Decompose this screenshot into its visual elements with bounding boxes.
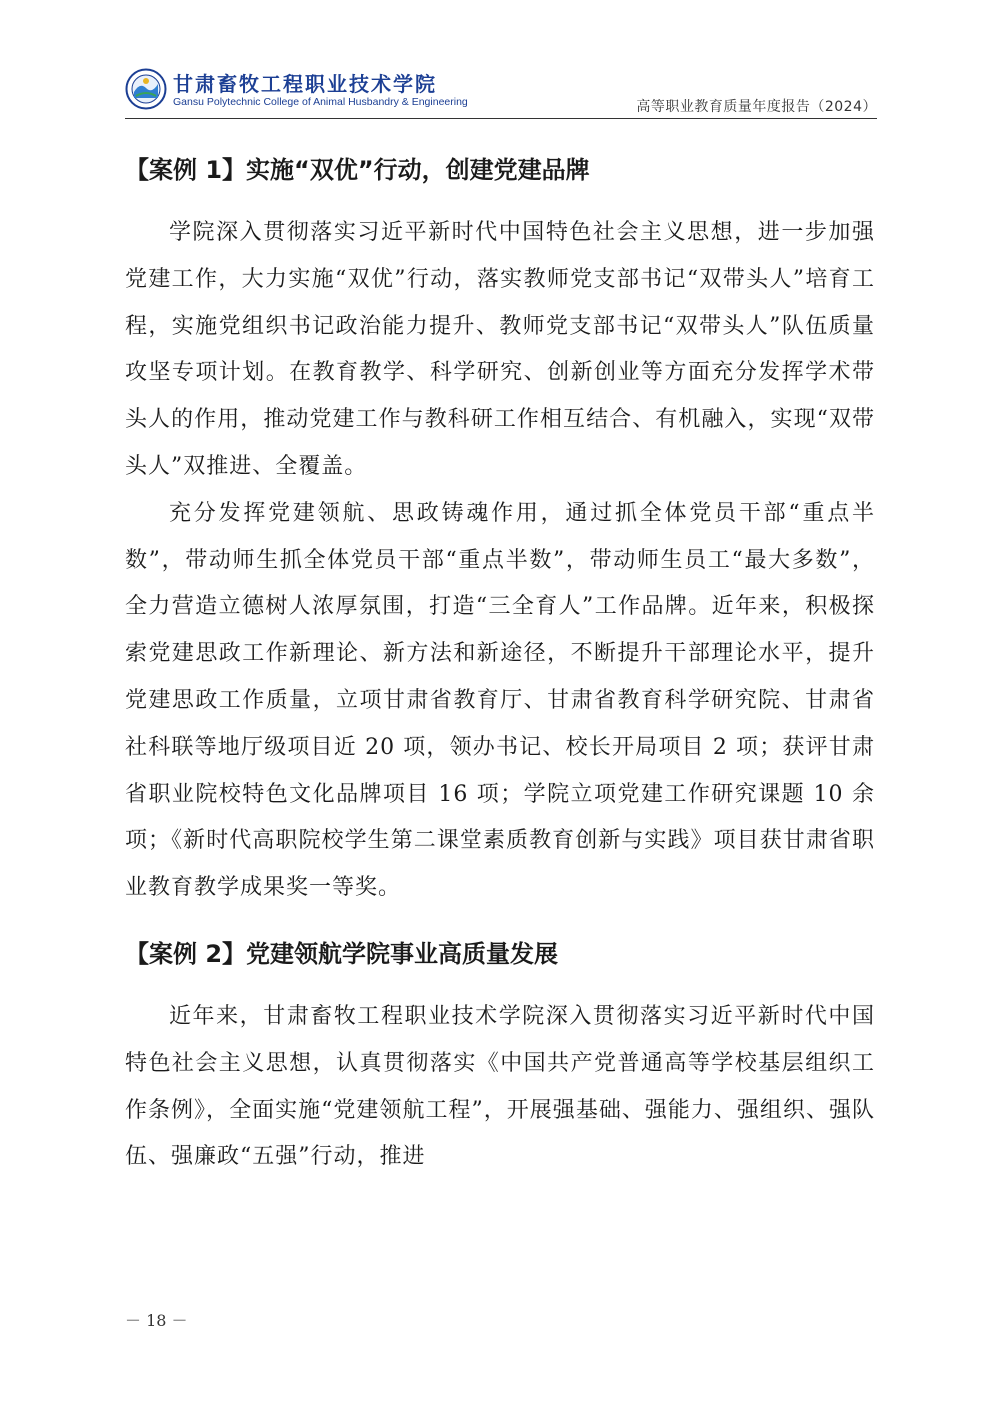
case-1-title: 【案例 1】实施“双优”行动，创建党建品牌 [125, 156, 590, 184]
college-emblem-icon [125, 68, 167, 110]
header-divider [125, 118, 877, 119]
case-2-title: 【案例 2】党建领航学院事业高质量发展 [125, 939, 559, 968]
college-name-en: Gansu Polytechnic College of Animal Husbandry & Engineering [173, 96, 468, 108]
college-name-cn: 甘肃畜牧工程职业技术学院 [173, 72, 437, 96]
report-title: 高等职业教育质量年度报告（2024） [636, 99, 877, 115]
page-body [125, 150, 875, 1181]
case-1-paragraph-2: 充分发挥党建领航、思政铸魂作用，通过抓全体党员干部“重点半数”，带动师生抓全体党员干部“重点半数”，带动师生员工“最大多数”，全力营造立德树人浓厚氛围，打造“三全育人”工作品牌。近年来，积极探索党建思政工作新理论、新方法和新途径，不断提升干部理论水平，提升党建思政工作质量，立项甘肃省教育厅、甘肃省教育科学研究院、甘肃省社科联等地厅级项目近 20 项，领办书记、校长开局项目 2 项；获评甘肃省职业院校特色文化品牌项目 16 项；学院立项党建工作研究课题 10 余项；《新时代高职院校学生第二课堂素质教育创新与实践》项目获甘肃省职业教育教学成果奖一等奖。 [125, 500, 875, 901]
page-number: － 18 － [125, 1311, 188, 1330]
page-header [125, 60, 877, 120]
case-2-paragraph-1: 近年来，甘肃畜牧工程职业技术学院深入贯彻落实习近平新时代中国特色社会主义思想，认真贯彻落实《中国共产党普通高等学校基层组织工作条例》，全面实施“党建领航工程”，开展强基础、强能力、强组织、强队伍、强廉政“五强”行动，推进 [125, 1003, 875, 1170]
case-1-paragraph-1: 学院深入贯彻落实习近平新时代中国特色社会主义思想，进一步加强党建工作，大力实施“双优”行动，落实教师党支部书记“双带头人”培育工程，实施党组织书记政治能力提升、教师党支部书记“双带头人”队伍质量攻坚专项计划。在教育教学、科学研究、创新创业等方面充分发挥学术带头人的作用，推动党建工作与教科研工作相互结合、有机融入，实现“双带头人”双推进、全覆盖。 [125, 220, 875, 479]
